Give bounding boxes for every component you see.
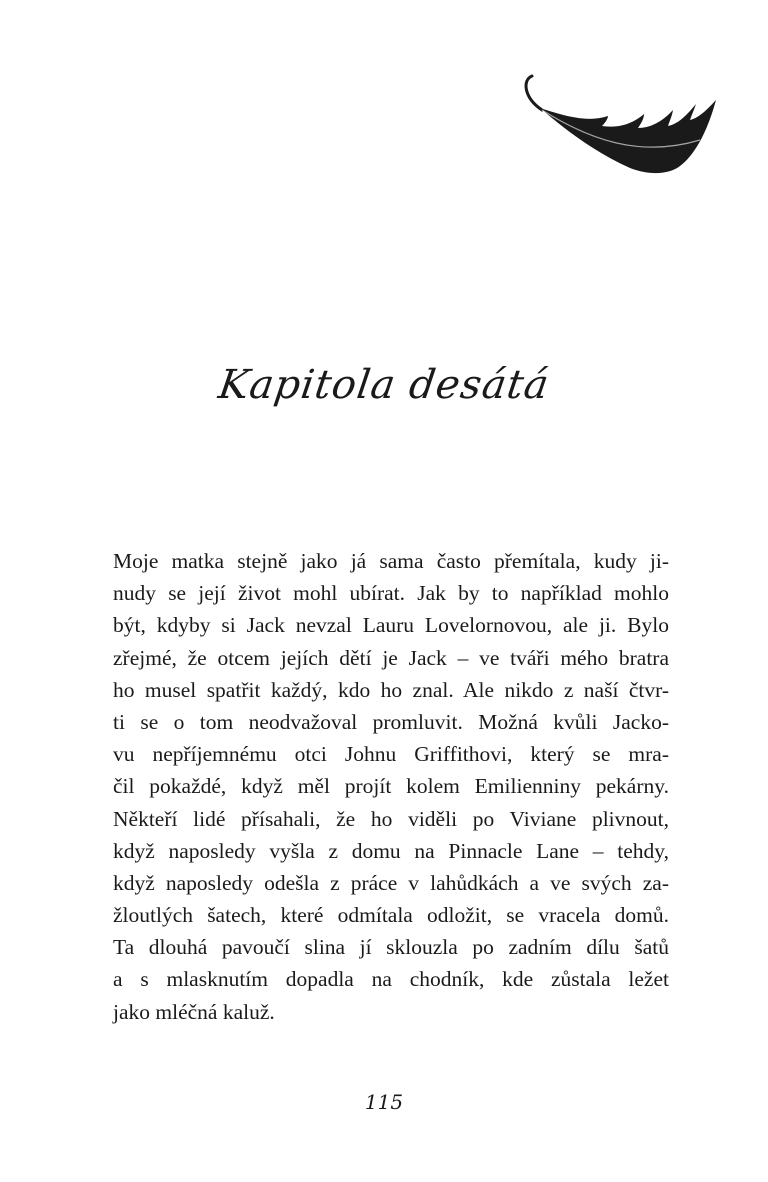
text-line: vu nepříjemnému otci Johnu Griffithovi, který se mra- [113, 742, 669, 767]
text-line: a s mlasknutím dopadla na chodník, kde zůstala ležet [113, 967, 669, 992]
chapter-title: Kapitola desátá [215, 362, 553, 408]
text-line: čil pokaždé, když měl projít kolem Emilienniny pekárny. [113, 774, 669, 799]
text-line: Moje matka stejně jako já sama často přemítala, kudy ji- [113, 549, 669, 573]
text-line: ti se o tom neodvažoval promluvit. Možná kvůli Jacko- [113, 709, 669, 734]
page-number: 115 [364, 1090, 404, 1114]
text-line: když naposledy odešla z práce v lahůdkách a ve svých za- [113, 870, 669, 895]
chapter-body-text [113, 545, 669, 1028]
text-line: Ta dlouhá pavoučí slina jí sklouzla po zadním dílu šatů [113, 935, 669, 960]
text-line: když naposledy vyšla z domu na Pinnacle Lane – tehdy, [113, 838, 669, 863]
text-line: být, kdyby si Jack nevzal Lauru Lovelornovou, ale ji. Bylo [113, 613, 669, 638]
text-line: ho musel spatřit každý, kdo ho znal. Ale nikdo z naší čtvr- [113, 677, 669, 702]
text-line: žloutlých šatech, které odmítala odložit, se vracela domů. [113, 903, 669, 928]
feather-icon [520, 70, 720, 180]
text-line: jako mléčná kaluž. [113, 999, 275, 1024]
text-line: Někteří lidé přísahali, že ho viděli po Viviane plivnout, [113, 806, 669, 831]
text-line: zřejmé, že otcem jejích dětí je Jack – ve tváři mého bratra [113, 645, 669, 670]
text-line: nudy se její život mohl ubírat. Jak by to například mohlo [113, 581, 669, 606]
